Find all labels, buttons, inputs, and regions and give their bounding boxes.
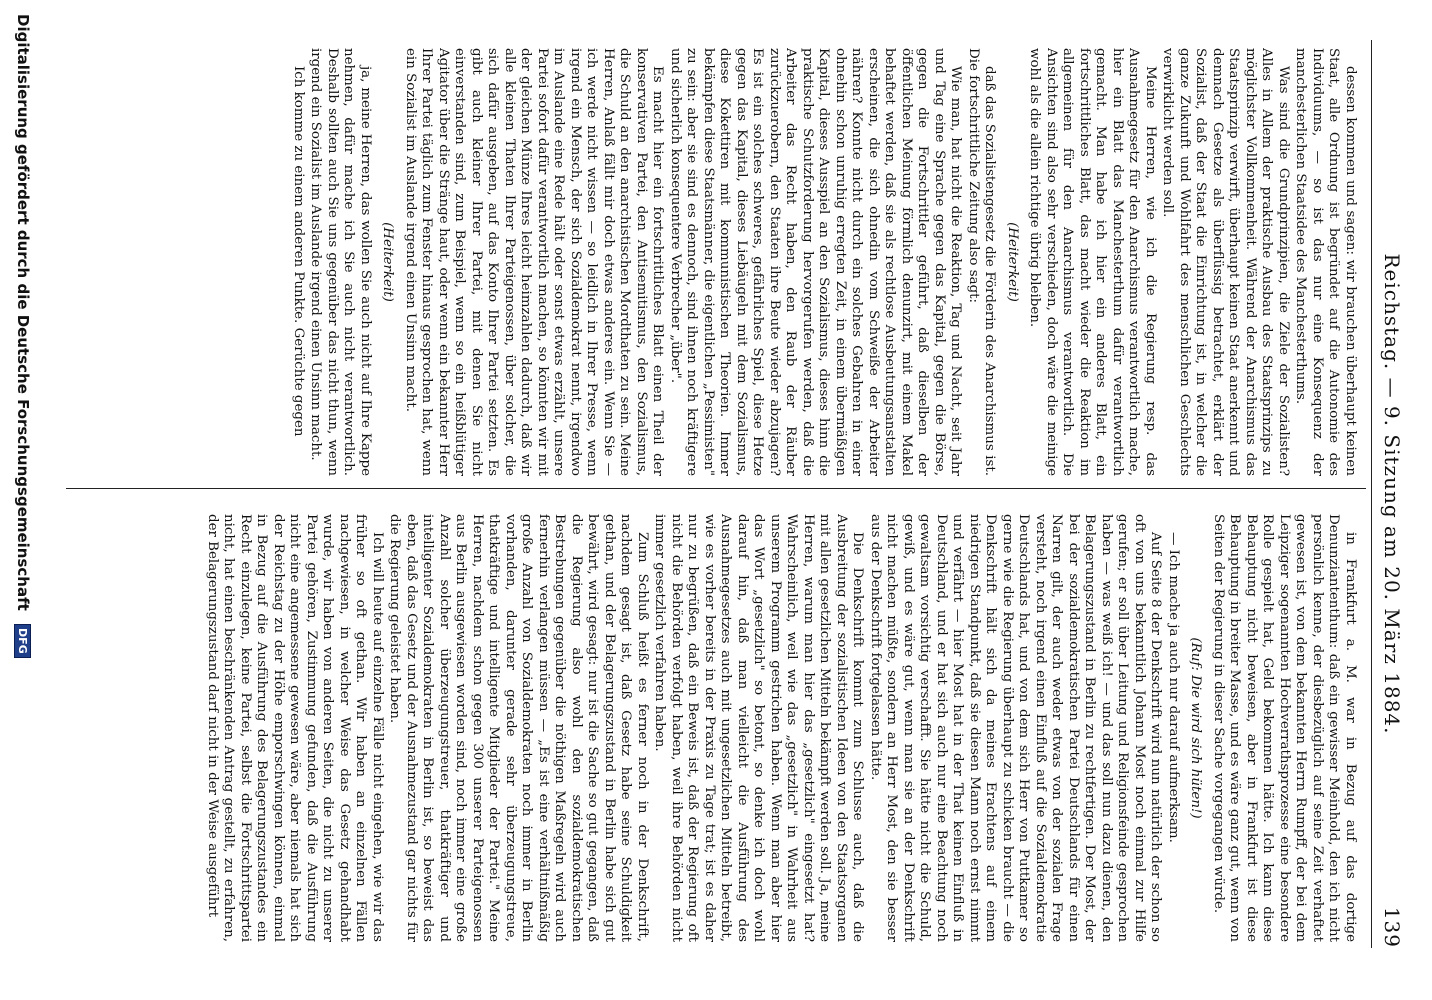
paragraph: in Frankfurt a. M. war in Bezug auf das dortige Denunziantenthum: daß ein gewisser Meinhold, den ich nicht persönlich kenne, der diesbezüglich auf seine Zeit verhaftet gewesen ist, von dem bekannten Herrn Rumpff, der bei dem Leipziger sogenannten Hochverrathsprozesse eine besondere Rolle gespielt hat, Geld bekommen hätte. Ich kann diese Behauptung nicht beweisen, aber in Frankfurt ist diese Behauptung in breiter Masse, und es wäre ganz gut, wenn von Seiten der Regierung in dieser Sache vorgegangen würde.: [1211, 514, 1358, 942]
digitization-note-text: Digitalisierung gefördert durch die Deutsche Forschungsgemeinschaft: [14, 14, 32, 611]
paragraph: Ich will heute auf einzelne Fälle nicht eingehen, wie wir das früher so oft gethan. Wir haben an einzelnen Fällen nachgewiesen, in welcher Weise das Gesetz gehandhabt wurde, wir haben von anderen Seiten, die nicht zu unserer Partei gehören, Zustimmung gefunden, daß die Ausführung nicht eine angemessene gewesen wäre, aber niemals hat sich der Reichstag zu der Höhe emporschwingen können, einmal in Bezug auf die Ausführung des Belagerungszustandes ein Recht einzulegen, keine Partei, selbst die Fortschrittspartei nicht, hat einen beschränkenden Antrag gestellt, zu erfahren, der Belagerungszustand darf nicht in der Weise ausgeführt: [205, 514, 385, 942]
paragraph: Ich komme zu einem anderen Punkte. Gerüchte gegen: [291, 66, 306, 437]
paragraph: Es macht hier ein fortschrittliches Blatt einen Theil der konservativen Partei, den Antisemitismus, den Sozialismus, die Schuld an den anarchistischen Mordthaten zu sein. Meine Herren, Anlaß fällt mir doch etwas anderes ein. Wenn Sie — ich werde nicht wissen — so leidlich in Ihrer Presse, wenn irgend ein Mensch, der sich Sozialdemokrat nennt, irgendwo im Auslande eine Rede hält oder sonst etwas erzählt, unsere Partei sofort dafür verantwortlich machen, so könnten wir mit der gleichen Münze Ihres leicht heimzahlen dadurch, daß wir alle kleinen Thaten Ihrer Parteigenossen, über solcher, die sich dafür ausgeben, auf das Konto Ihrer Partei setzten. Es gibt auch kleiner Ihrer Partei, mit denen Sie nicht einverstanden sind, zum Beispiel, wenn so ein heißblütiger Agitator über die Stränge haut, oder wenn ein bekannter Herr Ihrer Partei täglich zum Fenster hinaus gesprochen hat, wenn ein Sozialist im Auslande irgend einen Unsinn macht.: [403, 48, 666, 476]
column-divider: [66, 488, 1366, 489]
text-column-right: [68, 514, 1358, 942]
interjection: (Heiterkeit): [380, 222, 396, 302]
paragraph: ja, meine Herren, das wollen Sie auch nicht auf Ihre Kappe nehmen, dafür mache ich Sie auch nicht verantwortlich. Deshalb sollten auch Sie uns gegenüber das nicht thun, wenn irgend ein Sozialist im Auslande irgend einen Unsinn macht.: [308, 48, 373, 476]
paragraph: Meine Herren, wie ich die Regierung resp. das Ausnahmegesetz für den Anarchismus verantwortlich mache, hier ein Blatt das Manchesterthum dafür verantwortlich gemacht. Man habe ich hier ein anderes Blatt, ein fortschrittliches Blatt, das macht wieder die Reaktion im allgemeinen für den Anarchismus verantwortlich. Die Ansichten sind also sehr verschieden, doch wäre die meinige wohl als die allein richtige übrig bleiben.: [1027, 48, 1158, 476]
dfg-logo: DFG: [14, 624, 31, 658]
header-rule: [1371, 40, 1372, 948]
paragraph: daß das Sozialistengesetz die Förderin des Anarchismus ist. Die fortschrittliche Zeitung also sagt:: [966, 48, 998, 476]
paragraph: Wie man, hat nicht die Reaktion, Tag und Nacht, seit Jahr und Tag eine Sprache gegen das Kapital, gegen die Börse, gegen die Fortschrittler geführt, daß dieselben der öffentlichen Meinung förmlich denunzirt, mit einem Makel behaftet werden, daß sie als rechtlose Ausbeutungsanstalten erscheinen, die sich ohnedin vom Schweiße der Arbeiter nähren? Konnte nicht durch ein solches Gebahren in einer ohnehin schon unruhig erregten Zeit, in einem übermäßigen Kapital, dieses Ausspiel an den Sozialismus, dieses hinn die praktische Schutzforderung hervorgerufen werden, daß die Arbeiter das Recht haben, den Raub der Räuber zurückzuerobern, den Staaten ihre Beute wieder abzujagen? Es ist ein solches schweres, gefährliches Spiel, diese Hetze gegen das Kapital, dieses Liebäugeln mit dem Sozialismus, diese Kokettiren mit kommunistischen Theorien. Immer bekämpfen diese Staatsmänner, die eigentlichen „Pessimisten" zu sein: aber sie sind es dennoch, sind ihnen noch kräftigere und sicherlich konsequentere Verbrecher „über".: [668, 48, 964, 476]
interjection: (Ruf: Die wird sich hüten!): [1188, 637, 1204, 819]
paragraph: — Ich mache ja auch nur darauf aufmerksam.: [1166, 532, 1181, 843]
text-column-left: [68, 48, 1358, 476]
interjection: (Heiterkeit): [1005, 222, 1020, 302]
running-head: [1376, 40, 1404, 948]
paragraph: Die Denkschrift kommt zum Schlusse auch, daß die Ausbreitung der sozialistischen Ideen von den Staatsorganen mit allen gesetzlichen Mitteln bekämpft werden soll. Ja, meine Herren, warum man hier das „gesetzlich" eingesetzt hat? Wahrscheinlich, weil wie das „gesetzlich" in Wahrheit aus unserem Programm gestrichen haben. Wenn man aber hier das Wort „gesetzlich" so betont, so denke ich doch wohl darauf hin, daß man vielleicht die Ausführung des Ausnahmegesetzes auch mit ungesetzlichen Mitteln betreibt, wie es vorher bereits in der Praxis zu Tage trat; ist es daher nur zu begrüßen, daß ein Beweis ist, daß der Regierung oft nicht die Behörden verfolgt haben, weil ihre Behörden nicht immer gesetzlich verfahren haben.: [652, 514, 866, 942]
paragraph: dessen kommen und sagen: wir brauchen überhaupt keinen Staat, alle Ordnung ist begründet auf die Autonomie des Individuums, — so ist das nur eine Konsequenz der manchesterlichen Staatsidee des Manchesterthums.: [1293, 48, 1358, 476]
running-title: Reichstag. — 9. Sitzung am 20. März 1884.: [1380, 253, 1404, 735]
paragraph: Auf Seite 8 der Denkschrift wird nun natürlich der schon so oft von uns bekanntlich Johann Most noch einmal zur Hilfe gerufen; er soll über Leitung und Religionsfeinde gesprochen haben — was weiß ich! — und das soll nun dazu dienen, den Belagerungszustand in Berlin zu rechtfertigen. Der Most, der bei der sozialdemokratischen Partei Deutschlands für einen Narren gilt, der auch weder etwas von der sozialen Frage versteht, noch irgend einen Einfluß auf die Sozialdemokratie Deutschlands hat, und von dem sich Herr von Puttkamer so gerne wie die Regierung überhaupt zu schicken braucht — die Denkschrift hält sich da meines Erachtens auf einem niedrigen Standpunkt, daß sie diesen Mann noch ernst nimmt und verfährt — hier Most hat in der That keinen Einfluß in Deutschland, und er hat sich auch nur eine Beachtung noch gewaltsam vorsichtig verschafft. Sie hätte nicht die Schuld, gewiß, und es wäre gut, wenn man sie an der Denkschrift nicht machen müßte, sondern an Herr Most, den sie besser aus der Denkschrift fortgelassen hätte.: [868, 514, 1164, 942]
paragraph: Was sind die Grundprinzipien, die Ziele der Sozialisten? Alles in Allem der praktische Ausbau des Staatsprinzips zu möglichster Vollkommenheit. Während der Anarchismus das Staatsprinzip verwirft, überhaupt keinen Staat anerkennt und demnach Gesetze als überflüssig betrachtet, erklärt der Sozialist, daß der Staat die Einrichtung ist, in welcher die ganze Zukunft und Wohlfahrt des menschlichen Geschlechts verwirklicht werden soll.: [1160, 48, 1291, 476]
page-number: 139: [1380, 906, 1404, 948]
paragraph: Zum Schluß heißt es ferner noch in der Denkschrift, nachdem gesagt ist, daß Gesetz habe seine Schuldigkeit gethan, und der Belagerungszustand in Berlin habe sich gut bewährt, wird gesagt: nur ist die Sache so gut gegangen, daß die Regierung also wohl den sozialdemokratischen Bestrebungen gegenüber die nöthigen Maßregeln wird auch fernerhin verlangen müssen — „Es ist eine verhältnißmäßig große Anzahl von Sozialdemokraten noch immer in Berlin vorhanden, darunter gerade sehr überzeugungstreue, thatkräftige und intelligente Mitglieder der Partei." Meine Herren, nachdem schon gegen 300 unserer Parteigenossen aus Berlin ausgewiesen worden sind, noch immer eine große Anzahl solcher überzeugungstreuer, thatkräftiger und intelligenter Sozialdemokraten in Berlin ist, so beweist das eben, daß das Gesetz und der Ausnahmezustand gar nichts für die Regierung geleistet haben.: [387, 514, 650, 942]
digitization-note: [12, 14, 32, 974]
